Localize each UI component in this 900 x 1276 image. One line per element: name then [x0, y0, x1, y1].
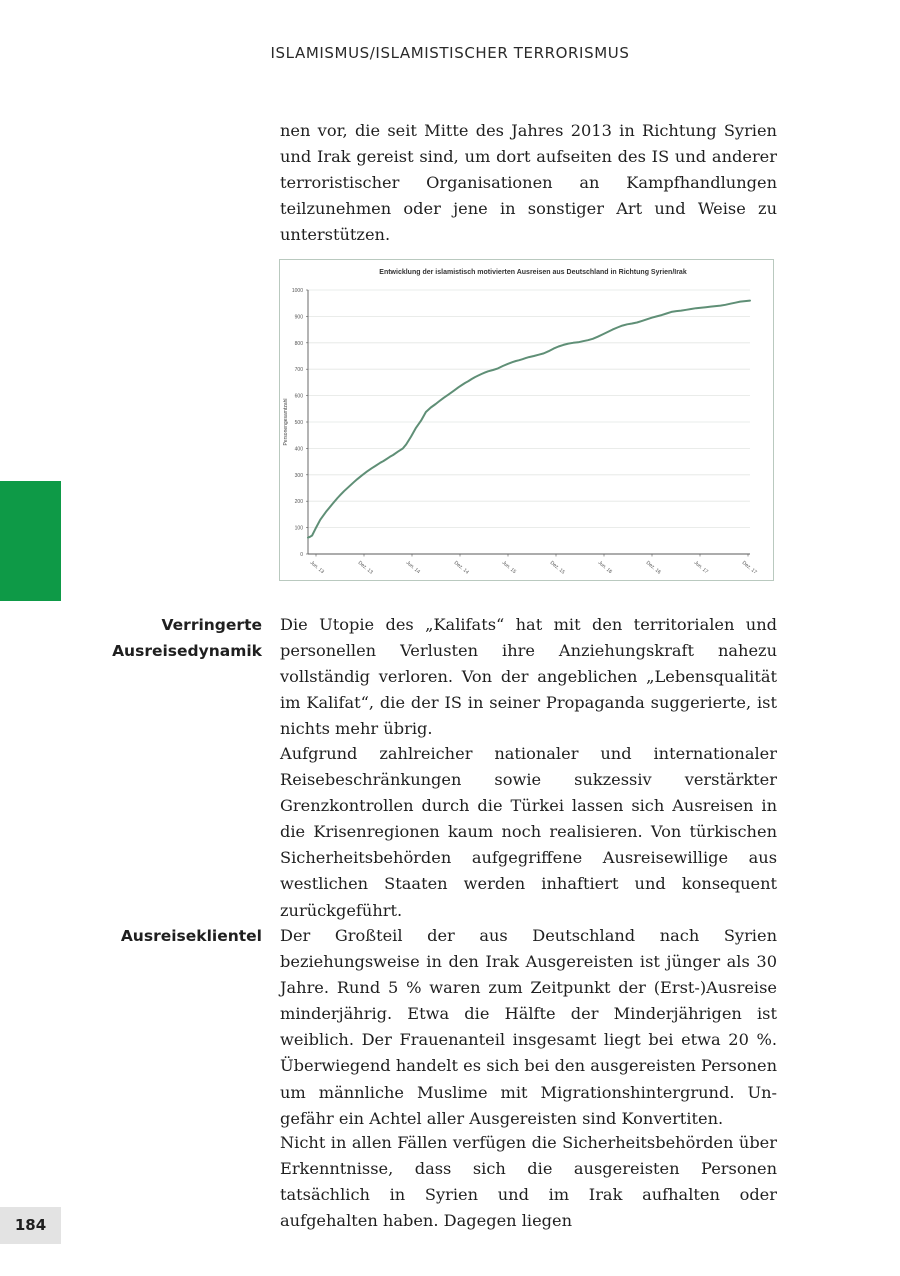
running-header: ISLAMISMUS/ISLAMISTISCHER TERRORISMUS: [270, 44, 630, 62]
series-line-ausreisen: [308, 301, 750, 538]
chart-series: [308, 301, 750, 538]
side-heading-text: Verringerte Ausreisedynamik: [112, 616, 262, 660]
paragraph-reisebeschraenkungen: Aufgrund zahlreicher nationaler und internationaler Reisebeschränkungen sowie sukzessiv verstärkter Grenzkontrollen durch die Türkei lassen sich Ausreisen in die Krisenregionen kaum noch realisieren. Von türkischen Sicherheitsbehörden aufgegriffene Ausreisewillige aus westlichen Staaten werden inhaftiert und konsequent zurückgeführt.: [280, 744, 777, 920]
chart-title: Entwicklung der islamistisch motivierten Ausreisen aus Deutschland in Richtung Syrien/Irak: [379, 269, 687, 276]
y-tick-label: 400: [294, 446, 303, 453]
x-tick-label: Dez. 13: [356, 559, 374, 576]
x-tick-label: Jun. 15: [500, 559, 518, 576]
y-tick-label: 500: [294, 420, 303, 426]
y-tick-label: 700: [294, 367, 303, 374]
x-tick-label: Jun. 14: [404, 559, 422, 576]
chart-y-ticks: [292, 288, 308, 558]
side-heading-ausreisedynamik: [112, 612, 262, 664]
x-tick-label: Dez. 17: [740, 559, 758, 576]
paragraph-utopie: Die Utopie des „Kalifats“ hat mit den territorialen und personellen Verlusten ihre Anziehungskraft nahezu vollständig verloren. Von der angeblichen „Lebensqualität im Kalifat“, die der IS in seiner Propaganda suggerierte, ist nichts mehr übrig.: [280, 615, 777, 739]
y-tick-label: 800: [294, 340, 303, 347]
x-tick-label: Jun. 13: [308, 559, 326, 576]
x-tick-label: Jun. 17: [692, 559, 710, 576]
chart-frame: [279, 259, 774, 581]
y-tick-label: 200: [294, 499, 303, 506]
x-tick-label: Dez. 14: [452, 559, 470, 576]
line-chart: [280, 260, 775, 582]
y-tick-label: 100: [294, 525, 303, 532]
side-heading-ausreiseklientel: Ausreiseklientel: [120, 927, 262, 945]
chart-y-axis-label: Personengesamtzahl: [283, 398, 289, 446]
y-tick-label: 300: [294, 472, 303, 479]
y-tick-label: 900: [294, 314, 303, 321]
chart-x-ticks: [309, 554, 758, 576]
x-tick-label: Jun. 16: [596, 559, 614, 576]
x-tick-label: Dez. 15: [548, 559, 566, 576]
x-tick-label: Dez. 16: [644, 559, 662, 576]
chapter-tab: [0, 481, 61, 601]
page-number: 184: [0, 1207, 61, 1244]
intro-paragraph: nen vor, die seit Mitte des Jahres 2013 in Richtung Syrien und Irak gereist sind, um dort aufseiten des IS und anderer terroristischer Organisationen an Kampfhandlungen teilzunehmen oder jene in sonstiger Art und Weise zu unterstützen.: [280, 121, 777, 245]
y-tick-label: 1000: [291, 288, 303, 294]
y-tick-label: 0: [300, 552, 303, 558]
paragraph-erkenntnisse: Nicht in allen Fällen verfügen die Sicherheitsbehörden über Erkenntnisse, dass sich die ausgereisten Personen tatsächlich in Syrien und im Irak aufhalten oder aufgehalten haben. Dagegen liegen: [280, 1133, 777, 1231]
y-tick-label: 600: [294, 393, 303, 400]
paragraph-ausreiseklientel: Der Großteil der aus Deutschland nach Syrien beziehungsweise in den Irak Ausgereisten ist jünger als 30 Jahre. Rund 5 % waren zum Zeitpunkt der (Erst-)Ausreise minderjährig. Etwa die Hälfte der Minderjährigen ist weiblich. Der Frauenanteil insgesamt liegt bei etwa 20 %. Überwiegend handelt es sich bei den ausgereisten Personen um männliche Muslime mit Migrationshintergrund. Ungefähr ein Achtel aller Ausgereisten sind Konvertiten.: [280, 926, 777, 1128]
chart-gridlines: [308, 290, 750, 528]
